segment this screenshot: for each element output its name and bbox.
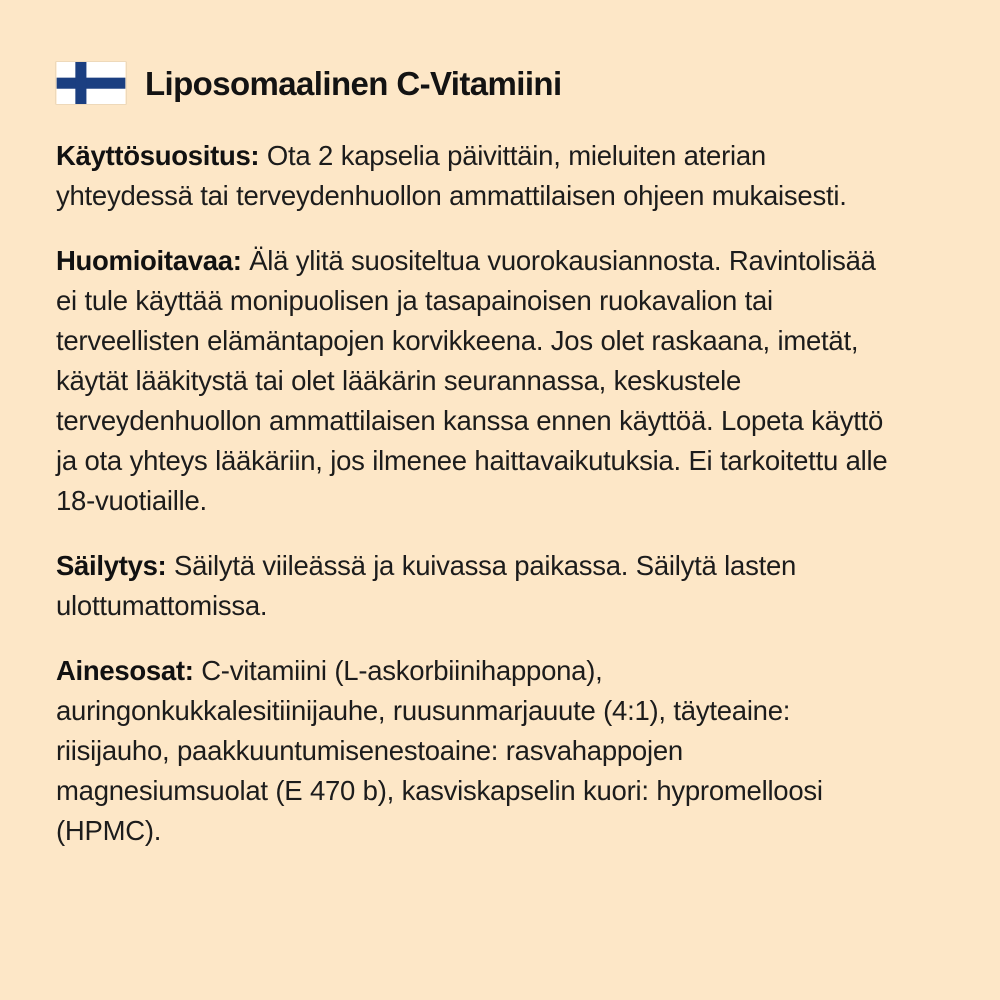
section-storage-text: Säilytä viileässä ja kuivassa paikassa. Säilytä lasten ulottumattomissa. <box>56 550 797 621</box>
section-warnings <box>56 241 901 521</box>
section-warnings-text: Älä ylitä suositeltua vuorokausiannosta. Ravintolisää ei tule käyttää monipuolisen ja tasapainoisen ruokavalion tai terveellisten elämäntapojen korvikkeena. Jos olet raskaana, imetät, käytät lääkitystä tai olet lääkärin seurannassa, keskustele terveydenhuollon ammattilaisen kanssa ennen käyttöä. Lopeta käyttö ja ota yhteys lääkäriin, jos ilmenee haittavaikutuksia. Ei tarkoitettu alle 18-vuotiaille. <box>56 245 888 516</box>
section-usage <box>56 136 886 216</box>
label-sections <box>56 136 924 851</box>
section-storage-label: Säilytys: <box>56 550 167 581</box>
section-storage <box>56 546 846 626</box>
section-usage-label: Käyttösuositus: <box>56 140 260 171</box>
label-header <box>56 58 562 108</box>
section-ingredients-text: C-vitamiini (L-askorbiinihappona), auringonkukkalesitiinijauhe, ruusunmarjauute (4:1), täyteaine: riisijauho, paakkuuntumisenestoaine: rasvahappojen magnesiumsuolat (E 470 b), kasviskapselin kuori: hypromelloosi (HPMC). <box>56 655 823 846</box>
section-ingredients-label: Ainesosat: <box>56 655 194 686</box>
section-ingredients <box>56 651 896 851</box>
section-usage-text: Ota 2 kapselia päivittäin, mieluiten aterian yhteydessä tai terveydenhuollon ammattilaisen ohjeen mukaisesti. <box>56 140 847 211</box>
page-title: Liposomaalinen C-Vitamiini <box>145 64 562 102</box>
finland-flag-icon <box>56 62 126 104</box>
section-warnings-label: Huomioitavaa: <box>56 245 242 276</box>
